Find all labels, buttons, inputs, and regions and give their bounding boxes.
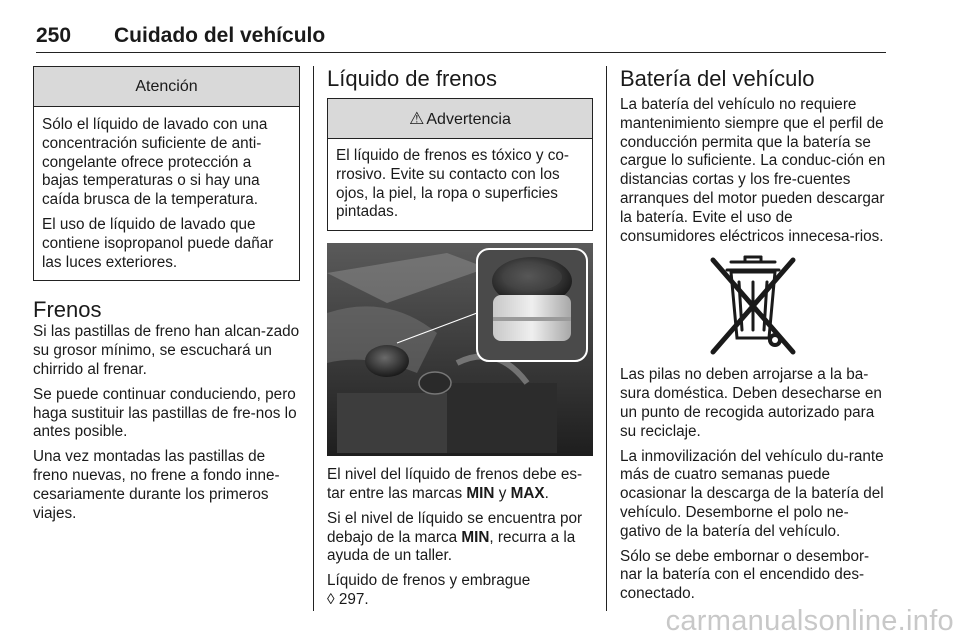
column-right bbox=[620, 66, 886, 610]
attention-paragraph: Sólo el líquido de lavado con una concentración suficiente de anti-congelante ofrece protección a bajas temperaturas o si hay una caída brusca de la temperatura. bbox=[42, 116, 268, 209]
column-divider bbox=[606, 66, 607, 611]
section-heading-bateria: Batería del vehículo bbox=[620, 66, 815, 91]
min-mark: MIN bbox=[461, 528, 490, 546]
brake-fluid-low-paragraph: Si el nivel de líquido se encuentra por debajo de la marca MIN, recurra a la ayuda de un taller. bbox=[327, 509, 583, 565]
column-middle bbox=[327, 66, 593, 616]
max-mark: MAX bbox=[510, 484, 545, 502]
page-title: Cuidado del vehículo bbox=[114, 24, 326, 47]
page-reference-link[interactable]: 297. bbox=[338, 590, 369, 608]
section-heading-frenos: Frenos bbox=[33, 297, 102, 323]
attention-title: Atención bbox=[34, 67, 299, 107]
bateria-paragraph: Las pilas no deben arrojarse a la ba-sura doméstica. Deben desecharse en un punto de recogida autorizado para su reciclaje. bbox=[620, 366, 882, 440]
bateria-intro: La batería del vehículo no requiere mantenimiento siempre que el perfil de conducción permita que la batería se cargue lo suficiente. La conduc-ción en distancias cortas y los fre-cuentes arranques del motor pueden descargar la batería. Evite el uso de consumidores eléctricos innecesa-rios. bbox=[620, 96, 886, 245]
bateria-paragraph: Sólo se debe embornar o desembor-nar la batería con el encendido des-conectado. bbox=[620, 547, 870, 603]
watermark: carmanualsonline.info bbox=[665, 605, 954, 637]
warning-box bbox=[327, 98, 593, 231]
section-heading-liquido: Líquido de frenos bbox=[327, 66, 498, 91]
bateria-paragraph: La inmovilización del vehículo du-rante más de cuatro semanas puede ocasionar la descarga de la batería del vehículo. Desemborne el polo ne-gativo de la batería del vehículo. bbox=[620, 447, 884, 540]
page-header bbox=[36, 18, 886, 53]
attention-box bbox=[33, 66, 300, 281]
warning-header bbox=[328, 99, 592, 139]
column-divider bbox=[313, 66, 314, 611]
min-mark: MIN bbox=[466, 484, 495, 502]
brake-fluid-level-paragraph: El nivel del líquido de frenos debe es-tar entre las marcas MIN y MAX. bbox=[327, 466, 583, 502]
frenos-paragraph: Se puede continuar conduciendo, pero haga sustituir las pastillas de fre-nos lo antes posible. bbox=[33, 385, 297, 441]
warning-triangle-icon: ⚠ bbox=[409, 109, 425, 128]
column-left bbox=[33, 66, 300, 529]
page-reference-icon: ◊ bbox=[327, 590, 339, 608]
page-number: 250 bbox=[36, 24, 72, 47]
crossed-out-wheelie-bin-icon bbox=[703, 252, 803, 356]
warning-text: El líquido de frenos es tóxico y co-rrosivo. Evite su contacto con los ojos, la piel, la ropa o superficies pintadas. bbox=[336, 147, 569, 221]
frenos-paragraph: Una vez montadas las pastillas de freno nuevas, no frene a fondo inne-cesariamente durante los primeros viajes. bbox=[33, 448, 280, 522]
brake-fluid-reference-paragraph: Líquido de frenos y embrague ◊ 297. bbox=[327, 572, 531, 608]
warning-title: Advertencia bbox=[426, 111, 511, 128]
frenos-paragraph: Si las pastillas de freno han alcan-zado su grosor mínimo, se escuchará un chirrido al frenar. bbox=[33, 323, 300, 378]
attention-paragraph: El uso de líquido de lavado que contiene isopropanol puede dañar las luces exteriores. bbox=[42, 215, 274, 271]
brake-fluid-reservoir-photo bbox=[327, 243, 593, 456]
